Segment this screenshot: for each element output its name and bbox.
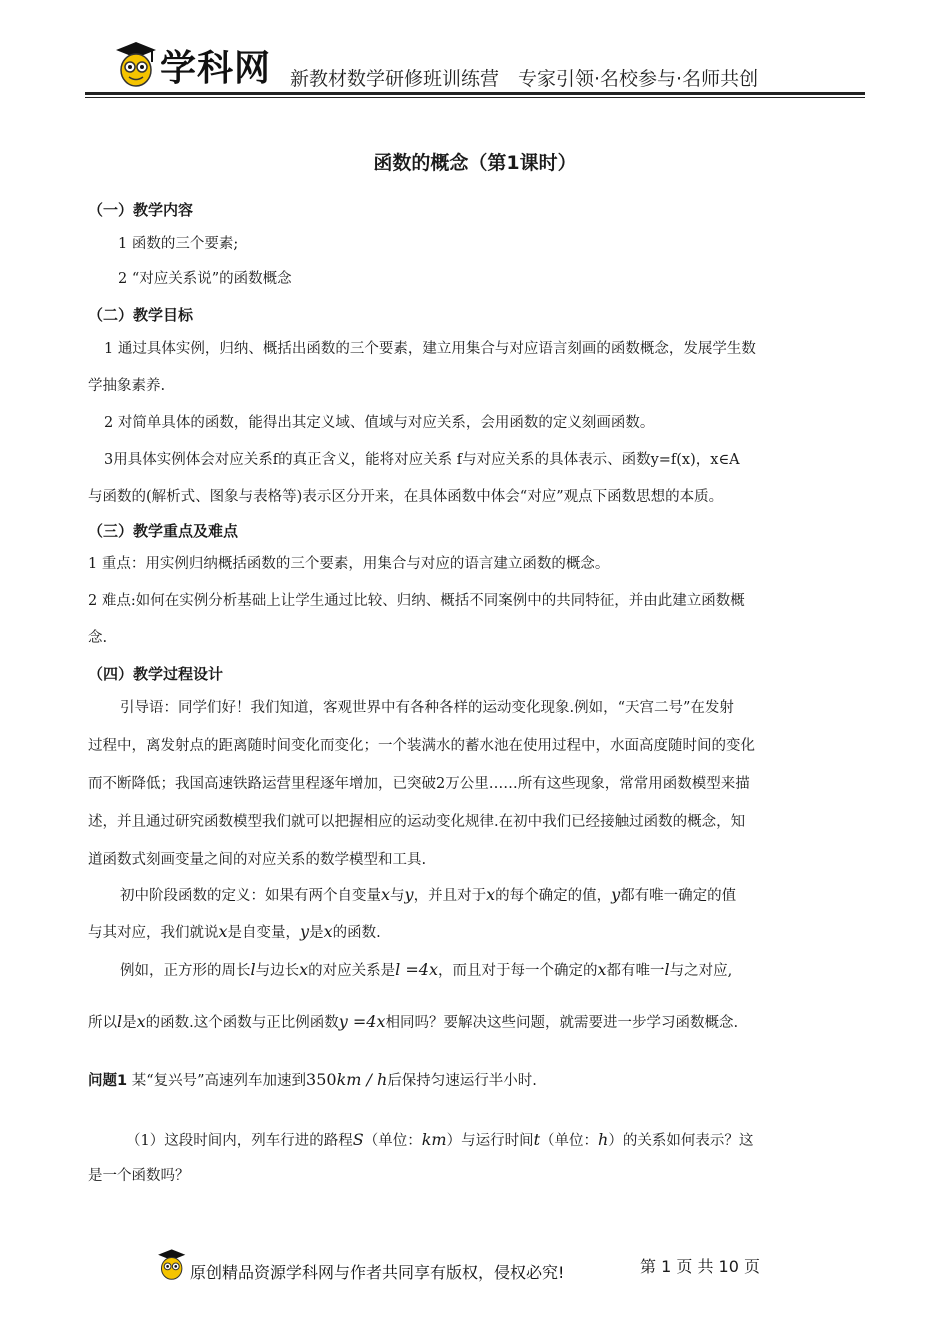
math-x: x [381,885,391,904]
paragraph-line: 1 通过具体实例，归纳、概括出函数的三个要素，建立用集合与对应语言刻画的函数概念，发展学生数 [104,341,756,357]
paragraph-line: 是一个函数吗？ [88,1168,190,1184]
paragraph-line: 1 重点：用实例归纳概括函数的三个要素，用集合与对应的语言建立函数的概念。 [88,556,610,572]
footer-copyright: 原创精品资源学科网与作者共同享有版权，侵权必究! [190,1263,565,1282]
logo-text: 学科网 [160,47,272,89]
paragraph-line: 过程中，离发射点的距离随时间变化而变化；一个装满水的蓄水池在使用过程中，水面高度随时间的变化 [88,738,755,754]
paragraph-line: 引导语：同学们好！我们知道，客观世界中有各种各样的运动变化现象.例如，“天宫二号”在发射 [120,700,734,716]
paragraph-line: （1）这段时间内，列车行进的路程S（单位：km）与运行时间t（单位：h）的关系如何表示？这 [126,1130,754,1149]
math-t: t [533,1130,541,1149]
section-heading-process: （四）教学过程设计 [88,665,224,683]
paragraph-line: 初中阶段函数的定义：如果有两个自变量x与y，并且对于x的每个确定的值，y都有唯一确定的值 [120,885,737,904]
math-x: x [299,960,309,979]
mascot-icon [112,40,158,90]
math-l: l [250,960,256,979]
paragraph-line: 念. [88,630,108,646]
math-x: x [486,885,496,904]
list-item: 1 函数的三个要素; [118,236,239,252]
math-y: y [300,922,310,941]
section-heading-content: （一）教学内容 [88,201,194,219]
section-heading-keypoints: （三）教学重点及难点 [88,522,239,540]
paragraph-line: 2 难点:如何在实例分析基础上让学生通过比较、归纳、概括不同案例中的共同特征，并由此建立函数概 [88,593,745,609]
paragraph-line: 而不断降低；我国高速铁路运营里程逐年增加，已突破2万公里……所有这些现象，常常用函数模型来描 [88,776,750,792]
paragraph-line: 道函数式刻画变量之间的对应关系的数学模型和工具. [88,852,427,868]
math-speed-number: 350 [306,1070,337,1089]
paragraph-line: 所以l是x的函数.这个函数与正比例函数y =4x相同吗？要解决这些问题，就需要进一步学习函数概念. [88,1012,739,1031]
math-l: l [664,960,670,979]
header-rule [85,92,865,95]
paragraph-line: 2 对简单具体的函数，能得出其定义域、值域与对应关系，会用函数的定义刻画函数。 [104,415,655,431]
math-y-eq-4x: y =4x [338,1012,386,1031]
list-item: 2 “对应关系说”的函数概念 [118,271,292,287]
math-km: km [421,1130,447,1149]
math-x: x [136,1012,146,1031]
header-rule-thin [85,97,865,98]
math-y: y [611,885,621,904]
question-1: 问题1 某“复兴号”高速列车加速到350km / h后保持匀速运行半小时. [88,1070,537,1089]
math-x: x [597,960,607,979]
section-heading-goals: （二）教学目标 [88,306,194,324]
paragraph-line: 与其对应，我们就说x是自变量，y是x的函数. [88,922,381,941]
paragraph-line: 学抽象素养. [88,378,166,394]
footer-mascot-icon [155,1248,187,1282]
question-label: 问题1 [88,1073,128,1089]
page-number: 第 1 页 共 10 页 [640,1257,760,1276]
math-l-eq-4x: l =4x [395,960,438,979]
math-x: x [323,922,333,941]
paragraph-line: 例如，正方形的周长l与边长x的对应关系是l =4x，而且对于每一个确定的x都有唯一l与之对应, [120,960,733,979]
header-slogan: 新教材数学研修班训练营 专家引领·名校参与·名师共创 [290,68,759,90]
paragraph-line: 述，并且通过研究函数模型我们就可以把握相应的运动变化规律.在初中我们已经接触过函数的概念，知 [88,814,746,830]
math-S: S [352,1130,364,1149]
paragraph-line: 3用具体实例体会对应关系f的真正含义，能将对应关系 f与对应关系的具体表示、函数y=f(x)，x∈A [104,452,740,468]
math-x: x [218,922,228,941]
page-title: 函数的概念（第1课时） [373,152,577,174]
math-y: y [404,885,414,904]
site-logo [112,40,271,90]
paragraph-line: 与函数的(解析式、图象与表格等)表示区分开来，在具体函数中体会“对应”观点下函数思想的本质。 [88,489,724,505]
math-speed-unit: km / h [336,1070,388,1089]
math-h: h [598,1130,609,1149]
math-l: l [117,1012,123,1031]
